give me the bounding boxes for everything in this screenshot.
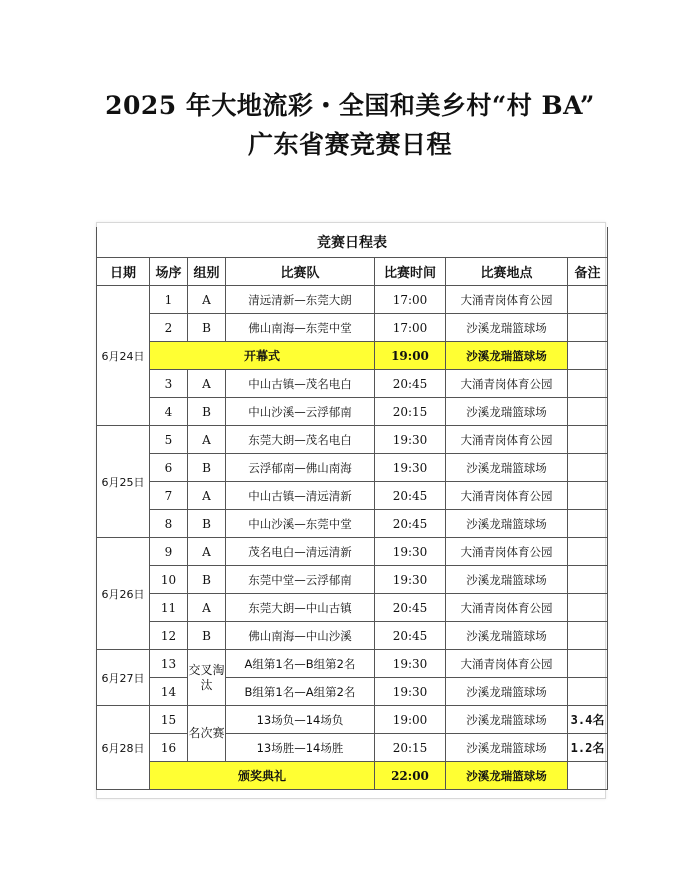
remark bbox=[568, 286, 608, 314]
teams: 13场负—14场负 bbox=[226, 706, 375, 734]
header-time: 比赛时间 bbox=[375, 258, 446, 286]
date-cell: 6月24日 bbox=[97, 286, 150, 426]
teams: 佛山南海—中山沙溪 bbox=[226, 622, 375, 650]
page-title-line2: 广东省赛竞赛日程 bbox=[247, 130, 452, 159]
remark bbox=[568, 370, 608, 398]
remark bbox=[568, 650, 608, 678]
time: 19:30 bbox=[375, 650, 446, 678]
venue: 沙溪龙瑞篮球场 bbox=[446, 454, 568, 482]
table-row bbox=[97, 650, 608, 678]
table-row bbox=[97, 398, 608, 426]
time: 19:30 bbox=[375, 426, 446, 454]
group: B bbox=[188, 314, 226, 342]
venue: 沙溪龙瑞篮球场 bbox=[446, 510, 568, 538]
remark bbox=[568, 342, 608, 370]
match-no: 11 bbox=[150, 594, 188, 622]
date-cell: 6月28日 bbox=[97, 706, 150, 790]
teams: 东莞大朗—茂名电白 bbox=[226, 426, 375, 454]
table-caption: 竞赛日程表 bbox=[97, 227, 608, 258]
table-row bbox=[97, 454, 608, 482]
venue: 大涌青岗体育公园 bbox=[446, 482, 568, 510]
group: B bbox=[188, 566, 226, 594]
date-cell: 6月27日 bbox=[97, 650, 150, 706]
header-teams: 比赛队 bbox=[226, 258, 375, 286]
group: A bbox=[188, 286, 226, 314]
time: 19:30 bbox=[375, 678, 446, 706]
time: 20:45 bbox=[375, 510, 446, 538]
awards-venue: 沙溪龙瑞篮球场 bbox=[446, 762, 568, 790]
time: 20:45 bbox=[375, 370, 446, 398]
venue: 大涌青岗体育公园 bbox=[446, 594, 568, 622]
group: A bbox=[188, 370, 226, 398]
table-row bbox=[97, 566, 608, 594]
table-row bbox=[97, 678, 608, 706]
venue: 沙溪龙瑞篮球场 bbox=[446, 734, 568, 762]
date-cell: 6月26日 bbox=[97, 538, 150, 650]
teams: 茂名电白—清远清新 bbox=[226, 538, 375, 566]
teams: 中山沙溪—云浮郁南 bbox=[226, 398, 375, 426]
match-no: 12 bbox=[150, 622, 188, 650]
remark bbox=[568, 314, 608, 342]
venue: 沙溪龙瑞篮球场 bbox=[446, 398, 568, 426]
opening-label: 开幕式 bbox=[150, 342, 375, 370]
venue: 大涌青岗体育公园 bbox=[446, 370, 568, 398]
teams: 中山古镇—清远清新 bbox=[226, 482, 375, 510]
time: 19:30 bbox=[375, 454, 446, 482]
remark bbox=[568, 538, 608, 566]
group: B bbox=[188, 510, 226, 538]
match-no: 16 bbox=[150, 734, 188, 762]
page-title-line1: 2025 年大地流彩・全国和美乡村“村 BA” bbox=[105, 91, 595, 120]
venue: 大涌青岗体育公园 bbox=[446, 426, 568, 454]
teams: 清远清新—东莞大朗 bbox=[226, 286, 375, 314]
group: A bbox=[188, 482, 226, 510]
time: 19:30 bbox=[375, 538, 446, 566]
venue: 沙溪龙瑞篮球场 bbox=[446, 706, 568, 734]
remark: 3.4名 bbox=[568, 706, 608, 734]
opening-time: 19:00 bbox=[375, 342, 446, 370]
awards-time: 22:00 bbox=[375, 762, 446, 790]
match-no: 5 bbox=[150, 426, 188, 454]
remark: 1.2名 bbox=[568, 734, 608, 762]
teams: 13场胜—14场胜 bbox=[226, 734, 375, 762]
venue: 大涌青岗体育公园 bbox=[446, 286, 568, 314]
table-row bbox=[97, 370, 608, 398]
header-match-no: 场序 bbox=[150, 258, 188, 286]
teams: 云浮郁南—佛山南海 bbox=[226, 454, 375, 482]
remark bbox=[568, 454, 608, 482]
match-no: 1 bbox=[150, 286, 188, 314]
match-no: 4 bbox=[150, 398, 188, 426]
stage-placement: 名次赛 bbox=[188, 706, 226, 762]
date-cell: 6月25日 bbox=[97, 426, 150, 538]
group: B bbox=[188, 622, 226, 650]
teams: A组第1名—B组第2名 bbox=[226, 650, 375, 678]
teams: 中山古镇—茂名电白 bbox=[226, 370, 375, 398]
group: A bbox=[188, 426, 226, 454]
time: 19:30 bbox=[375, 566, 446, 594]
venue: 沙溪龙瑞篮球场 bbox=[446, 314, 568, 342]
group: A bbox=[188, 538, 226, 566]
teams: 佛山南海—东莞中堂 bbox=[226, 314, 375, 342]
teams: 中山沙溪—东莞中堂 bbox=[226, 510, 375, 538]
match-no: 14 bbox=[150, 678, 188, 706]
match-no: 2 bbox=[150, 314, 188, 342]
remark bbox=[568, 594, 608, 622]
match-no: 13 bbox=[150, 650, 188, 678]
remark bbox=[568, 678, 608, 706]
header-row bbox=[97, 258, 608, 286]
time: 20:45 bbox=[375, 482, 446, 510]
time: 17:00 bbox=[375, 314, 446, 342]
match-no: 8 bbox=[150, 510, 188, 538]
group: A bbox=[188, 594, 226, 622]
match-no: 15 bbox=[150, 706, 188, 734]
opening-venue: 沙溪龙瑞篮球场 bbox=[446, 342, 568, 370]
header-venue: 比赛地点 bbox=[446, 258, 568, 286]
table-row bbox=[97, 482, 608, 510]
schedule-table bbox=[96, 227, 608, 790]
venue: 大涌青岗体育公园 bbox=[446, 650, 568, 678]
remark bbox=[568, 482, 608, 510]
table-row bbox=[97, 594, 608, 622]
group: B bbox=[188, 454, 226, 482]
table-row bbox=[97, 510, 608, 538]
venue: 大涌青岗体育公园 bbox=[446, 538, 568, 566]
time: 20:15 bbox=[375, 398, 446, 426]
remark bbox=[568, 426, 608, 454]
remark bbox=[568, 622, 608, 650]
opening-row bbox=[97, 342, 608, 370]
table-row bbox=[97, 286, 608, 314]
table-row bbox=[97, 314, 608, 342]
header-group: 组别 bbox=[188, 258, 226, 286]
remark bbox=[568, 566, 608, 594]
match-no: 9 bbox=[150, 538, 188, 566]
teams: 东莞中堂—云浮郁南 bbox=[226, 566, 375, 594]
venue: 沙溪龙瑞篮球场 bbox=[446, 678, 568, 706]
table-row bbox=[97, 538, 608, 566]
awards-row bbox=[97, 762, 608, 790]
time: 17:00 bbox=[375, 286, 446, 314]
match-no: 3 bbox=[150, 370, 188, 398]
match-no: 6 bbox=[150, 454, 188, 482]
teams: 东莞大朗—中山古镇 bbox=[226, 594, 375, 622]
table-row bbox=[97, 622, 608, 650]
match-no: 7 bbox=[150, 482, 188, 510]
stage-cross: 交叉淘汰 bbox=[188, 650, 226, 706]
header-remark: 备注 bbox=[568, 258, 608, 286]
table-row bbox=[97, 426, 608, 454]
time: 19:00 bbox=[375, 706, 446, 734]
remark bbox=[568, 762, 608, 790]
table-row bbox=[97, 706, 608, 734]
venue: 沙溪龙瑞篮球场 bbox=[446, 566, 568, 594]
table-row bbox=[97, 734, 608, 762]
venue: 沙溪龙瑞篮球场 bbox=[446, 622, 568, 650]
awards-label: 颁奖典礼 bbox=[150, 762, 375, 790]
time: 20:45 bbox=[375, 622, 446, 650]
header-date: 日期 bbox=[97, 258, 150, 286]
teams: B组第1名—A组第2名 bbox=[226, 678, 375, 706]
time: 20:45 bbox=[375, 594, 446, 622]
remark bbox=[568, 398, 608, 426]
group: B bbox=[188, 398, 226, 426]
remark bbox=[568, 510, 608, 538]
match-no: 10 bbox=[150, 566, 188, 594]
time: 20:15 bbox=[375, 734, 446, 762]
